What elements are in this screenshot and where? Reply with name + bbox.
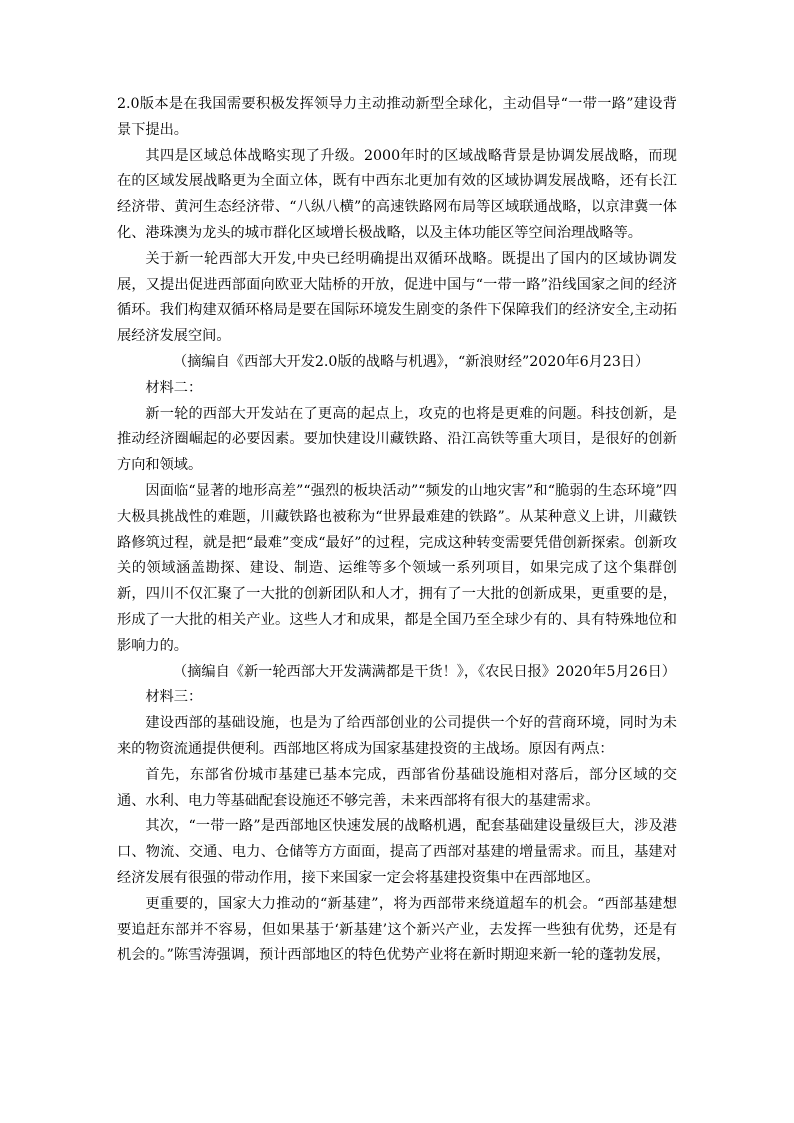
paragraph-sichuan-tibet-railway: 因面临“显著的地形高差”“强烈的板块活动”“频发的山地灾害”和“脆弱的生态环境”四大极具挑战性的难题，川藏铁路也被称为“世界最难建的铁路”。从某种意义上讲，川藏铁路修筑过程，就是把“最难”变成“最好”的过程，完成这种转变需要凭借创新探索。创新攻关的领域涵盖勘探、建设、制造、运维等多个领域一系列项目，如果完成了这个集群创新，四川不仅汇聚了一大批的创新团队和人才，拥有了一大批的创新成果，更重要的是，形成了一大批的相关产业。这些人才和成果，都是全国乃至全球少有的、具有特殊地位和影响力的。 <box>117 482 677 654</box>
paragraph-dual-circulation: 关于新一轮西部大开发,中央已经明确提出双循环战略。既提出了国内的区域协调发展，又提出促进西部面向欧亚大陆桥的开放，促进中国与“一带一路”沿线国家之间的经济循环。我们构建双循环格局是要在国际环境发生剧变的条件下保障我们的经济安全,主动拓展经济发展空间。 <box>117 250 677 345</box>
paragraph-infrastructure: 建设西部的基础设施，也是为了给西部创业的公司提供一个好的营商环境，同时为未来的物资流通提供便利。西部地区将成为国家基建投资的主战场。原因有两点： <box>117 715 677 757</box>
paragraph-reason-second: 其次，“一带一路”是西部地区快速发展的战略机遇，配套基础建设量级巨大，涉及港口、物流、交通、电力、仓储等方方面面，提高了西部对基建的增量需求。而且，基建对经济发展有很强的带动作用，接下来国家一定会将基建投资集中在西部地区。 <box>117 818 677 886</box>
paragraph-tech-innovation: 新一轮的西部大开发站在了更高的起点上，攻克的也将是更难的问题。科技创新，是推动经济圈崛起的必要因素。要加快建设川藏铁路、沿江高铁等重大项目，是很好的创新方向和领域。 <box>117 405 677 474</box>
material-two-heading: 材料二： <box>145 379 203 396</box>
material-three-heading: 材料三： <box>145 689 203 706</box>
paragraph-new-infrastructure: 更重要的，国家大力推动的“新基建”，将为西部带来绕道超车的机会。“西部基建想要追赶东部并不容易，但如果基于‘新基建’这个新兴产业，去发挥一些独有优势，还是有机会的。”陈雪涛强调，预计西部地区的特色优势产业将在新时期迎来新一轮的蓬勃发展， <box>117 895 677 964</box>
source-citation-material-two: （摘编自《新一轮西部大开发满满都是干货！》，《农民日报》2020年5月26日） <box>173 663 676 680</box>
document-body <box>117 92 677 969</box>
source-citation-material-one: （摘编自《西部大开发2.0版的战略与机遇》，“新浪财经”2020年6月23日） <box>173 353 650 370</box>
paragraph-regional-strategy: 其四是区域总体战略实现了升级。2000年时的区域战略背景是协调发展战略，而现在的区域发展战略更为全面立体，既有中西东北更加有效的区域协调发展战略，还有长江经济带、黄河生态经济带、“八纵八横”的高速铁路网布局等区域联通战略，以京津冀一体化、港珠澳为龙头的城市群化区域增长极战略，以及主体功能区等空间治理战略等。 <box>117 147 677 241</box>
paragraph-version-background: 2.0版本是在我国需要积极发挥领导力主动推动新型全球化，主动倡导“一带一路”建设背景下提出。 <box>117 96 677 138</box>
paragraph-reason-first: 首先，东部省份城市基建已基本完成，西部省份基础设施相对落后，部分区域的交通、水利、电力等基础配套设施还不够完善，未来西部将有很大的基建需求。 <box>117 766 677 809</box>
